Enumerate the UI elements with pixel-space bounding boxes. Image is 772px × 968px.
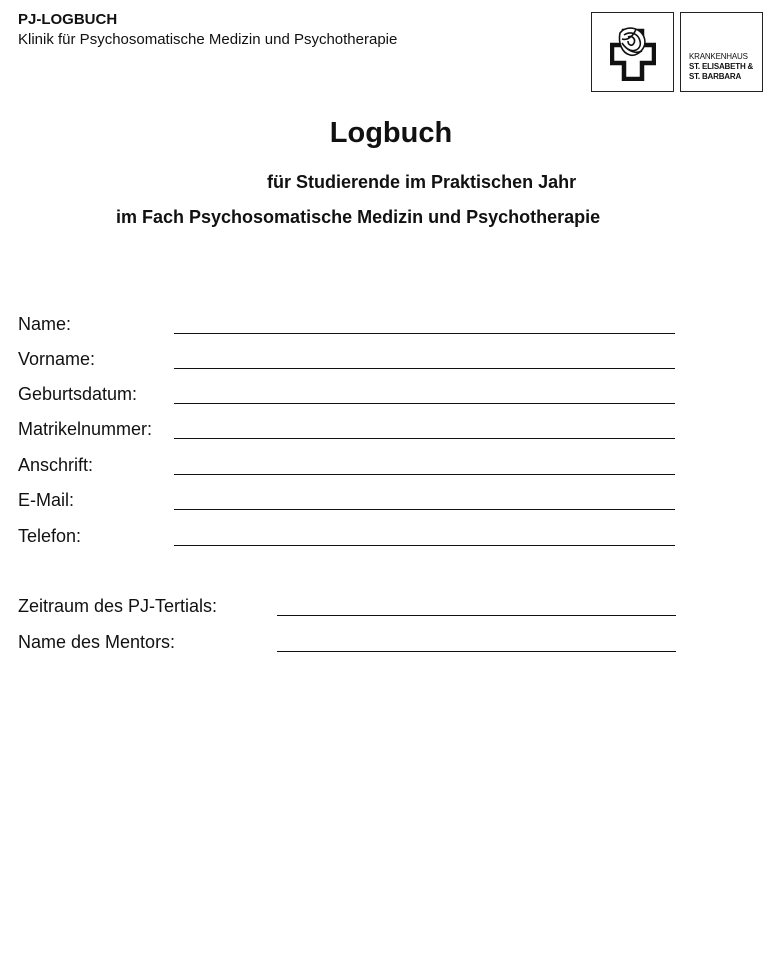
- field-label: Name des Mentors:: [18, 632, 176, 652]
- logo-line: ST. ELISABETH &: [689, 62, 754, 71]
- name-entry-line[interactable]: [174, 333, 675, 334]
- field-label: Matrikelnummer:: [18, 419, 153, 439]
- form-field-geburtsdatum: [18, 383, 698, 407]
- logo-line: KRANKENHAUS: [689, 52, 748, 61]
- logo-line: ST. BARBARA: [689, 72, 742, 81]
- field-label: Anschrift:: [18, 455, 94, 475]
- field-label: Geburtsdatum:: [18, 384, 138, 404]
- hospital-name-logo: [680, 12, 763, 92]
- geburtsdatum-entry-line[interactable]: [174, 403, 675, 404]
- mentor-entry-line[interactable]: [277, 651, 676, 652]
- field-label: Telefon:: [18, 526, 82, 546]
- document-title: Logbuch: [329, 117, 453, 149]
- vorname-entry-line[interactable]: [174, 368, 675, 369]
- field-label: Vorname:: [18, 349, 96, 369]
- field-label: Zeitraum des PJ-Tertials:: [18, 596, 218, 616]
- form-field-matrikelnummer: [18, 418, 698, 442]
- form-field-zeitraum: [18, 595, 698, 619]
- hospital-cross-logo: [591, 12, 674, 92]
- document-subtitle: für Studierende im Praktischen Jahr: [267, 172, 577, 192]
- field-label: Name:: [18, 314, 72, 334]
- email-entry-line[interactable]: [174, 509, 675, 510]
- form-field-email: [18, 489, 698, 513]
- header-subtitle: Klinik für Psychosomatische Medizin und Psychotherapie: [18, 31, 398, 48]
- form-field-vorname: [18, 348, 698, 372]
- zeitraum-entry-line[interactable]: [277, 615, 676, 616]
- field-label: E-Mail:: [18, 490, 75, 510]
- form-field-anschrift: [18, 454, 698, 478]
- telefon-entry-line[interactable]: [174, 545, 675, 546]
- form-field-name: [18, 313, 698, 337]
- document-subtitle: im Fach Psychosomatische Medizin und Psychotherapie: [116, 207, 601, 227]
- form-field-telefon: [18, 525, 698, 549]
- matrikelnummer-entry-line[interactable]: [174, 438, 675, 439]
- cross-rose-icon: [610, 25, 656, 81]
- form-field-mentor: [18, 631, 698, 655]
- anschrift-entry-line[interactable]: [174, 474, 675, 475]
- header-title: PJ-LOGBUCH: [18, 11, 118, 28]
